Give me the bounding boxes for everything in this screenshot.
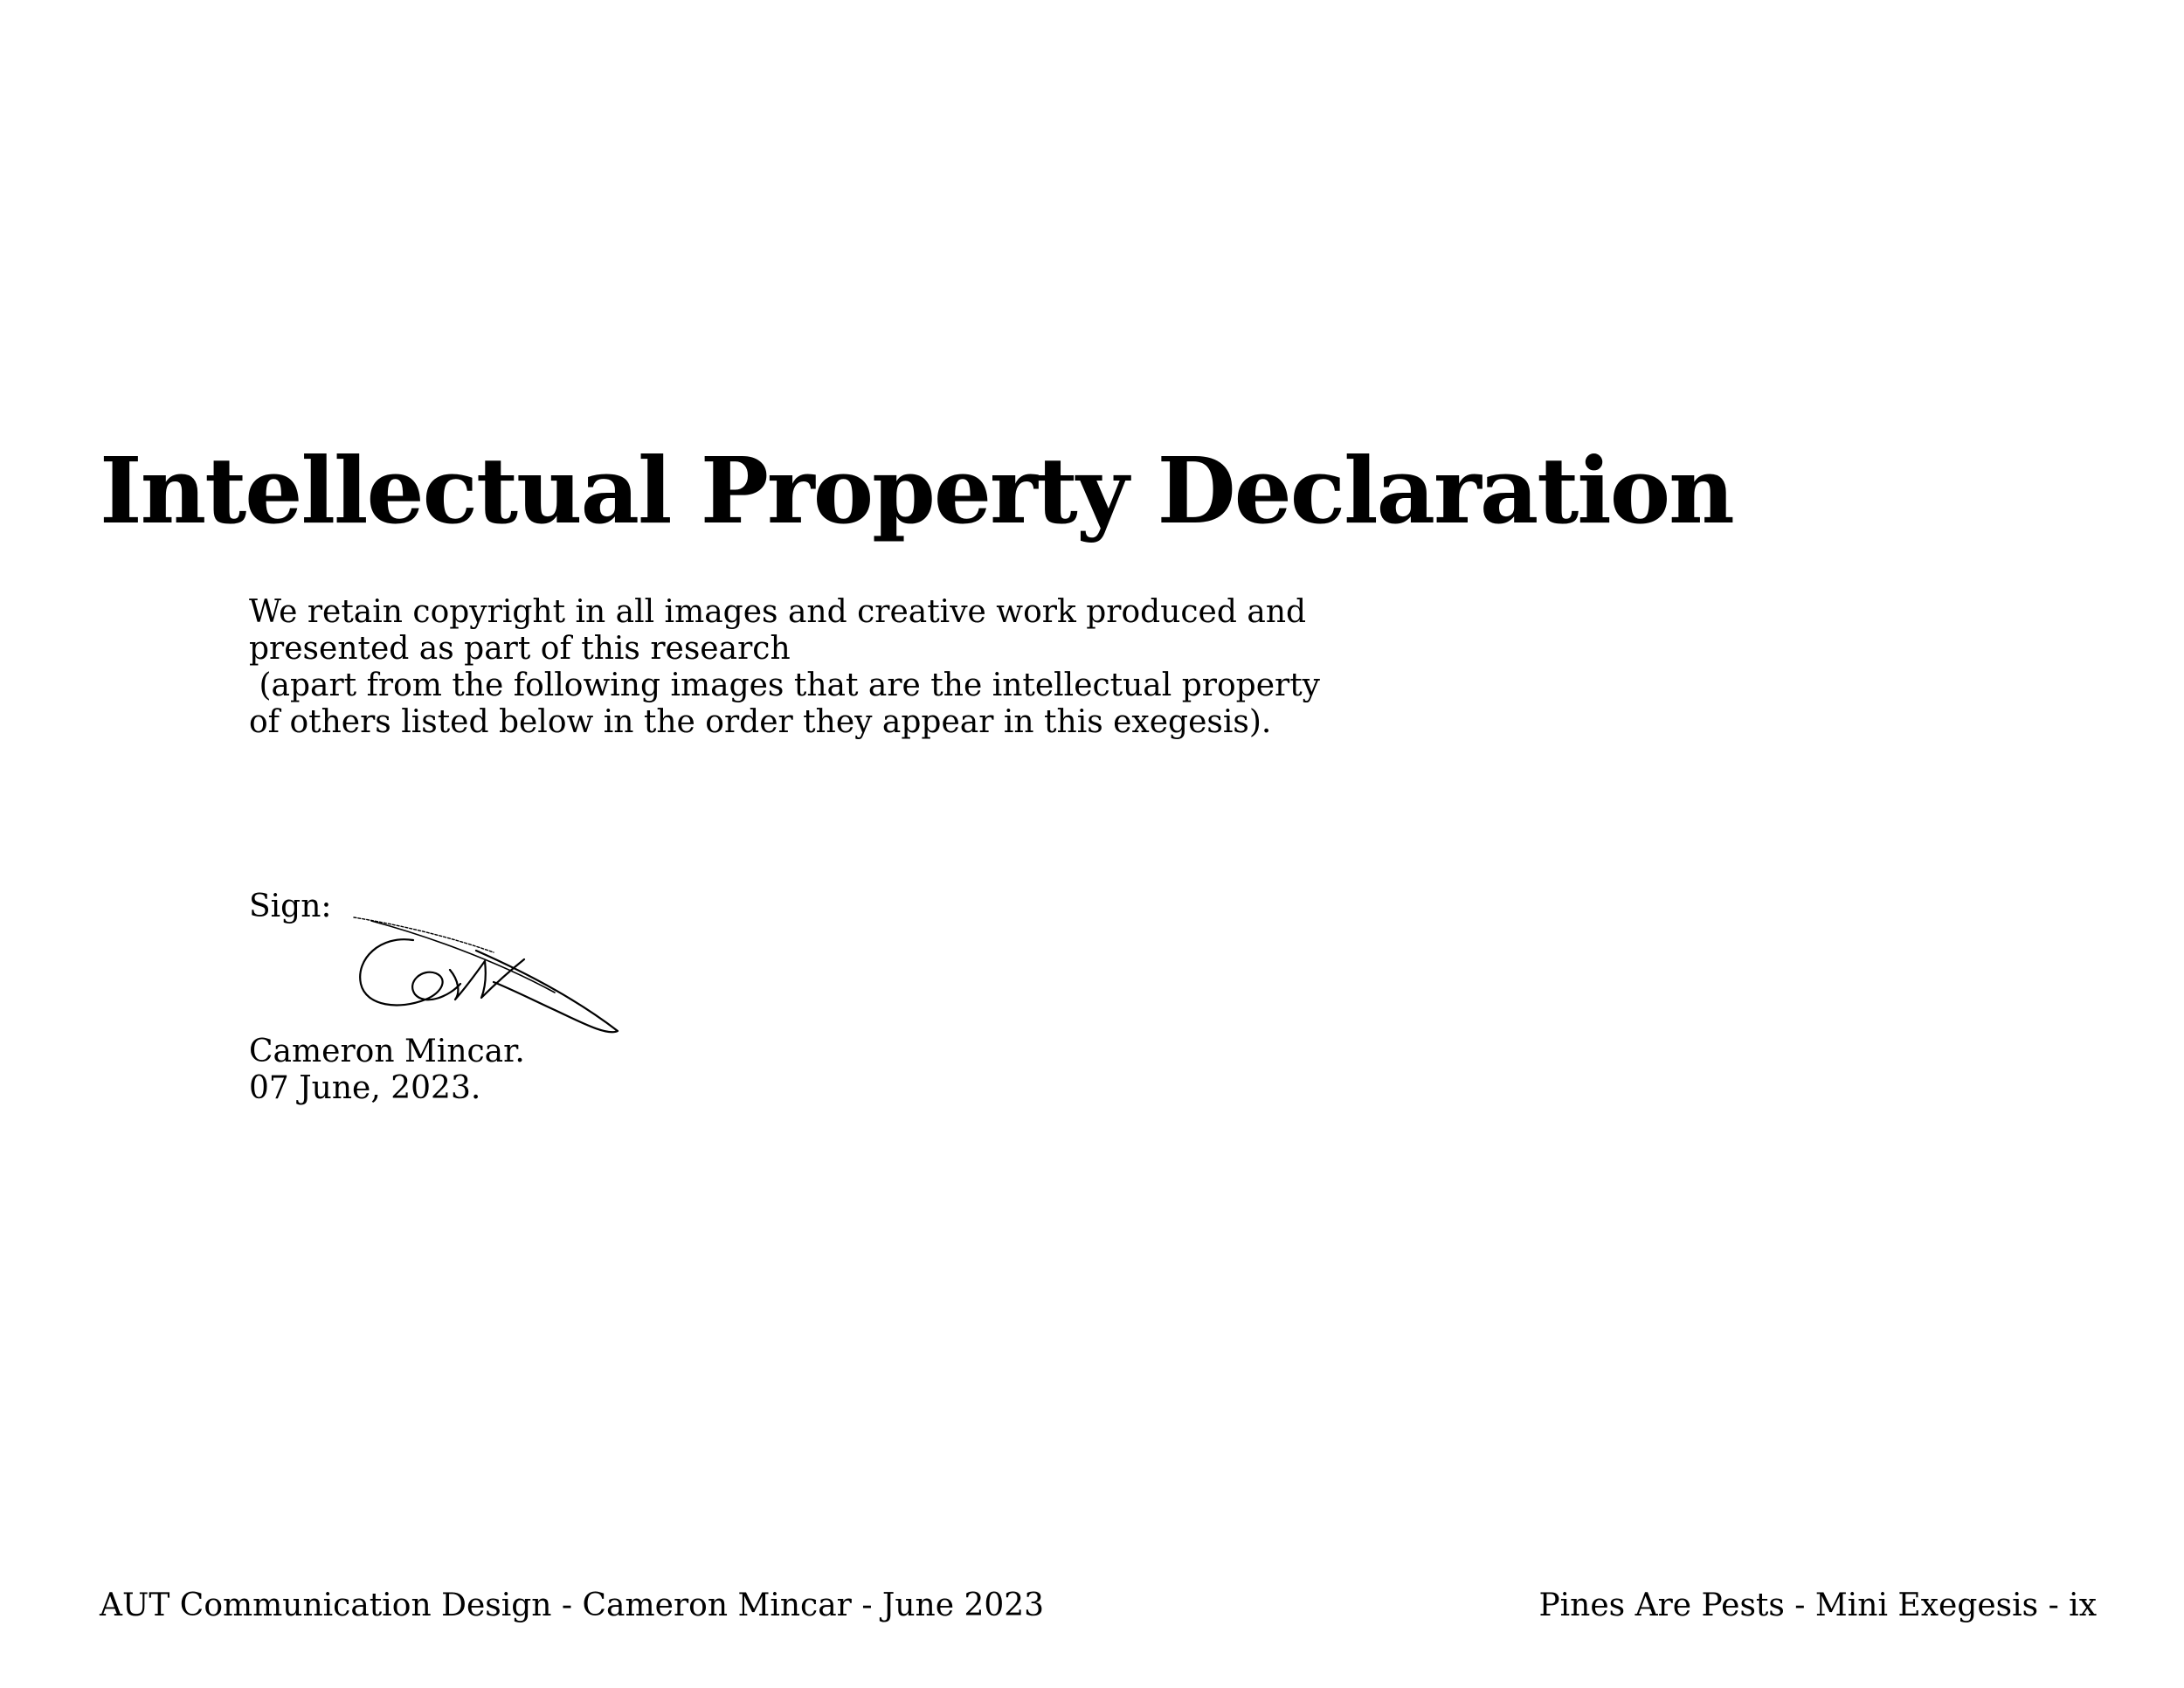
declaration-line: We retain copyright in all images and creative work produced and xyxy=(249,594,1307,630)
handwritten-signature xyxy=(345,909,633,1048)
signer-name: Cameron Mincar. xyxy=(249,1034,525,1069)
signature-date: 07 June, 2023. xyxy=(249,1070,481,1106)
declaration-text xyxy=(249,594,1321,741)
sign-label: Sign: xyxy=(249,889,332,924)
signer-details xyxy=(249,1034,525,1107)
footer-right: Pines Are Pests - Mini Exegesis - ix xyxy=(1538,1588,2097,1623)
footer-left: AUT Communication Design - Cameron Mincar - June 2023 xyxy=(100,1588,1045,1623)
page-title: Intellectual Property Declaration xyxy=(100,437,1733,544)
declaration-line: (apart from the following images that are the intellectual property xyxy=(249,668,1321,703)
declaration-line: of others listed below in the order they appear in this exegesis). xyxy=(249,704,1272,740)
declaration-line: presented as part of this research xyxy=(249,631,791,667)
